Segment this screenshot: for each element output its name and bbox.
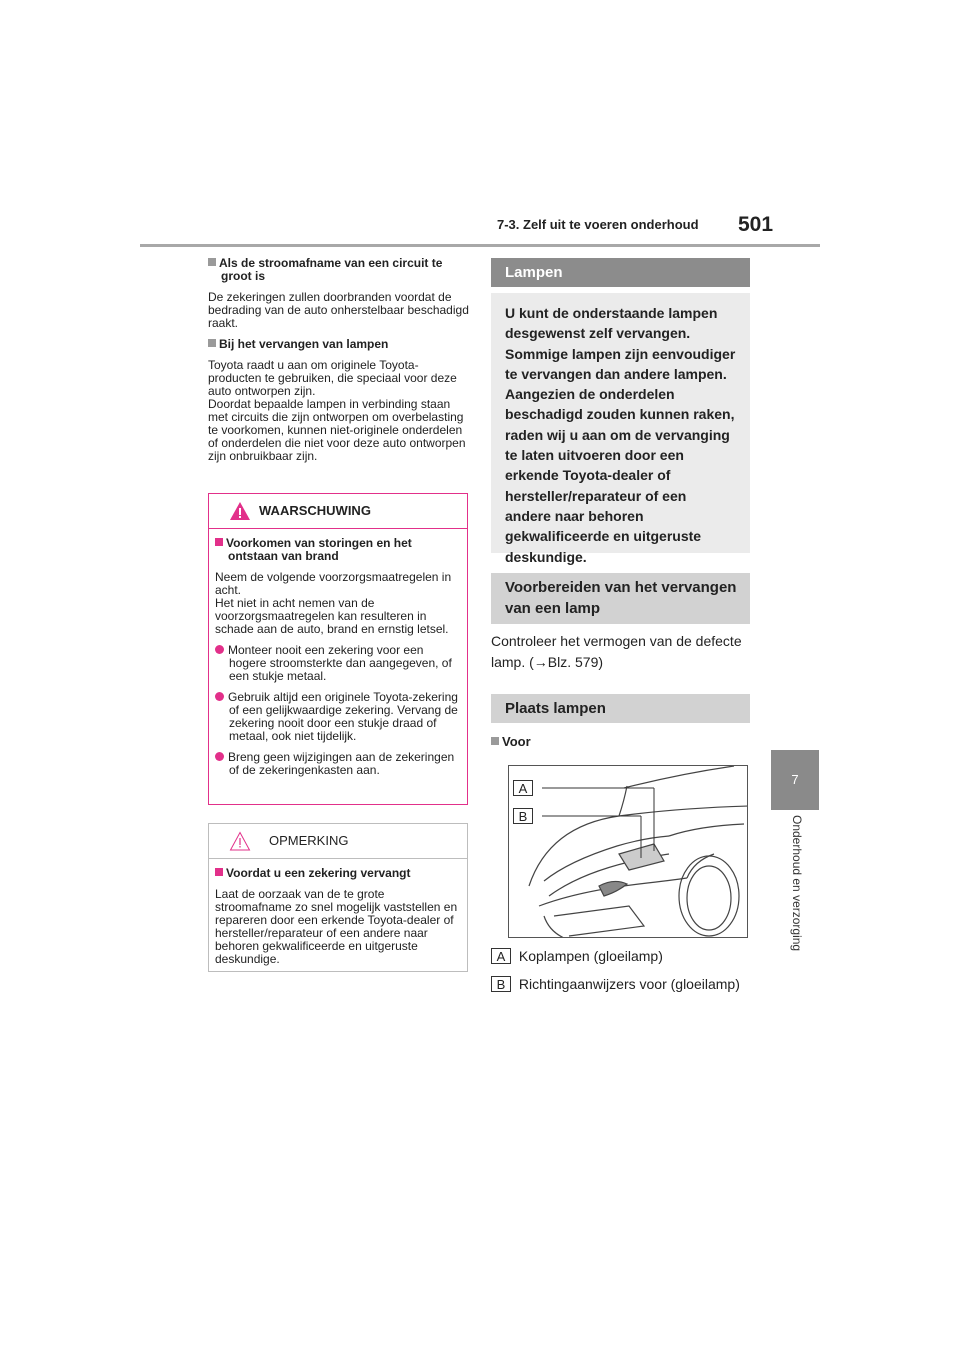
warning-box bbox=[208, 493, 468, 805]
warning-title: WAARSCHUWING bbox=[259, 503, 371, 518]
note-box bbox=[208, 823, 468, 972]
legend-item-b bbox=[491, 976, 740, 992]
lampen-intro-box bbox=[491, 293, 750, 565]
square-bullet-icon bbox=[215, 538, 223, 546]
warning-bullet-1: Monteer nooit een zekering voor een hogere stroomsterkte dan aangegeven, of een stukje metaal. bbox=[215, 644, 461, 683]
square-bullet-icon bbox=[491, 737, 499, 745]
lampen-heading: Lampen bbox=[491, 258, 750, 287]
warning-header bbox=[209, 494, 467, 529]
warning-paragraph-2: Het niet in acht nemen van de voorzorgsmaatregelen kan resulteren in schade aan de auto, brand en ernstig letsel. bbox=[215, 596, 449, 636]
round-bullet-icon bbox=[215, 645, 224, 654]
warning-paragraph-1: Neem de volgende voorzorgsmaatregelen in acht. bbox=[215, 570, 452, 597]
locations-heading: Plaats lampen bbox=[491, 694, 750, 723]
chapter-title: Onderhoud en verzorging bbox=[790, 815, 804, 952]
paragraph-toyota-products: Toyota raadt u aan om originele Toyota-producten te gebruiken, die speciaal voor deze auto ontworpen zijn. bbox=[208, 358, 457, 398]
warning-bullet-2: Gebruik altijd een originele Toyota-zekering of een gelijkwaardige zekering. Vervang de zekering nooit door een stukje draad of metaal, ook niet tijdelijk. bbox=[215, 691, 461, 743]
car-illustration bbox=[509, 766, 748, 938]
square-bullet-icon bbox=[208, 258, 216, 266]
square-bullet-icon bbox=[215, 868, 223, 876]
subheading-overload: Als de stroomafname van een circuit te groot is bbox=[208, 257, 470, 283]
prep-heading: Voorbereiden van het vervangen van een lamp bbox=[491, 573, 750, 624]
callout-b-label: B bbox=[491, 976, 511, 992]
note-header bbox=[209, 824, 467, 859]
section-title: 7-3. Zelf uit te voeren onderhoud bbox=[497, 217, 699, 232]
note-title: OPMERKING bbox=[269, 833, 349, 848]
legend-item-a bbox=[491, 948, 663, 964]
warning-subheading: Voorkomen van storingen en het ontstaan van brand bbox=[215, 537, 461, 563]
page-number: 501 bbox=[738, 213, 774, 236]
subheading-replacing-lamps: Bij het vervangen van lampen bbox=[208, 338, 470, 351]
car-front-figure bbox=[508, 765, 748, 938]
paragraph-non-original: Doordat bepaalde lampen in verbinding staan met circuits die zijn ontworpen om overbelasting te voorkomen, kunnen niet-originele onderdelen of onderdelen die niet voor deze auto ontworpen zijn onbruikbaar zijn. bbox=[208, 397, 466, 463]
note-subheading: Voordat u een zekering vervangt bbox=[215, 867, 461, 880]
square-bullet-icon bbox=[208, 339, 216, 347]
callout-a-label: A bbox=[491, 948, 511, 964]
caution-triangle-icon bbox=[229, 831, 251, 851]
warning-triangle-icon bbox=[229, 501, 251, 521]
callout-a-figure: A bbox=[513, 780, 533, 796]
chapter-tab: 7 bbox=[771, 750, 819, 810]
prep-text: Controleer het vermogen van de defecte lamp. (→Blz. 579) bbox=[491, 633, 742, 670]
legend-b-text: Richtingaanwijzers voor (gloeilamp) bbox=[518, 976, 740, 992]
round-bullet-icon bbox=[215, 752, 224, 761]
lampen-intro-text: U kunt de onderstaande lampen desgewenst zelf vervangen. Sommige lampen zijn eenvoudiger te vervangen dan andere lampen. Aangezien de onderdelen beschadigd zouden kunnen raken, raden wij u aan om de vervanging te laten uitvoeren door een erkende Toyota-dealer of hersteller/reparateur of een andere naar behoren gekwalificeerde en uitgeruste deskundige. bbox=[505, 305, 736, 565]
callout-b-figure: B bbox=[513, 808, 533, 824]
header-rule bbox=[140, 244, 820, 247]
left-text-column bbox=[208, 257, 470, 471]
front-subheading: Voor bbox=[491, 734, 531, 749]
legend-a-text: Koplampen (gloeilamp) bbox=[518, 948, 663, 964]
note-paragraph: Laat de oorzaak van de te grote stroomafname zo snel mogelijk vaststellen en repareren door een erkende Toyota-dealer of hersteller/reparateur of een andere naar behoren gekwalificeerde en uitgeruste deskundige. bbox=[215, 887, 458, 966]
warning-bullet-3: Breng geen wijzigingen aan de zekeringen of de zekeringenkasten aan. bbox=[215, 751, 461, 777]
paragraph-overload: De zekeringen zullen doorbranden voordat de bedrading van de auto onherstelbaar beschadigd raakt. bbox=[208, 290, 469, 330]
round-bullet-icon bbox=[215, 692, 224, 701]
